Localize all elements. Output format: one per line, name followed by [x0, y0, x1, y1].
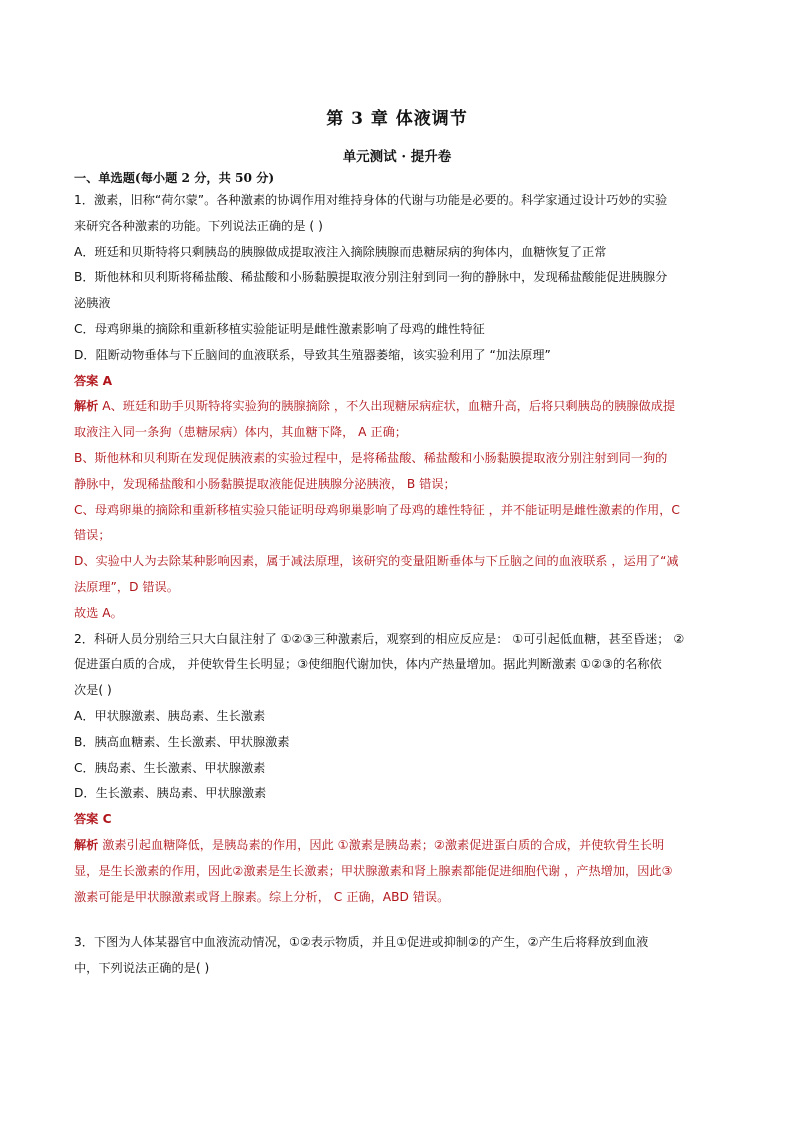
q1-explanation-text-1: A、班廷和助手贝斯特将实验狗的胰腺摘除 ，不久出现糖尿病症状，血糖升高，后将只剩胰岛的胰腺做成提 [98, 399, 676, 414]
question-3 [74, 930, 734, 982]
q1-conclusion: 故选 A。 [74, 605, 123, 620]
q2-explanation-line-2: 显，是生长激素的作用，因此②激素是生长激素；甲状腺激素和肾上腺素都能促进细胞代谢 ，产热增加，因此③ [74, 863, 673, 878]
q2-explanation-line-1 [74, 833, 734, 859]
q2-option-b: B．胰高血糖素、生长激素、甲状腺激素 [74, 734, 290, 749]
chapter-subtitle: 单元测试 · 提升卷 [342, 149, 452, 165]
q1-option-c: C．母鸡卵巢的摘除和重新移植实验能证明是雌性激素影响了母鸡的雌性特征 [74, 321, 485, 336]
q2-explanation-line-3: 激素可能是甲状腺激素或肾上腺素。综上分析， C 正确，ABD 错误。 [74, 889, 450, 904]
q1-option-b-line-2: 泌胰液 [74, 296, 111, 311]
q1-explanation-line-6: 错误； [74, 528, 111, 543]
q1-explanation-line-7: D、实验中人为去除某种影响因素，属于减法原理，该研究的变量阻断垂体与下丘脑之间的血液联系 ，运用了“减 [74, 554, 679, 569]
q2-option-a: A．甲状腺激素、胰岛素、生长激素 [74, 708, 266, 723]
q1-answer: 答案 A [74, 373, 113, 388]
q3-stem-line-2: 中，下列说法正确的是( ) [74, 961, 210, 976]
q1-explanation-line-4: 静脉中，发现稀盐酸和小肠黏膜提取液能促进胰腺分泌胰液， B 错误； [74, 476, 456, 491]
q1-option-a: A．班廷和贝斯特将只剩胰岛的胰腺做成提取液注入摘除胰腺而患糖尿病的狗体内，血糖恢复了正常 [74, 244, 607, 259]
q2-stem-line-1: 2．科研人员分别给三只大白鼠注射了 ①②③三种激素后，观察到的相应反应是： ①可引起低血糖，甚至昏迷； ② [74, 631, 685, 646]
content-body [74, 168, 734, 982]
q2-explanation-label: 解析 [74, 837, 99, 852]
q1-explanation-line-8: 法原理”，D 错误。 [74, 579, 179, 594]
chapter-title: 第 3 章 体液调节 [326, 109, 468, 129]
q2-stem-line-3: 次是( ) [74, 683, 112, 698]
q1-explanation-label: 解析 [74, 399, 99, 414]
q3-stem-line-1: 3．下图为人体某器官中血液流动情况，①②表示物质，并且①促进或抑制②的产生，②产生后将释放到血液 [74, 935, 649, 950]
section-heading: 一、单选题(每小题 2 分，共 50 分) [74, 171, 275, 185]
q1-explanation-line-5: C、母鸡卵巢的摘除和重新移植实验只能证明母鸡卵巢影响了母鸡的雄性特征 ，并不能证明是雌性激素的作用，C [74, 502, 680, 517]
q1-stem-line-2: 来研究各种激素的功能。下列说法正确的是 ( ) [74, 218, 323, 233]
q2-option-c: C．胰岛素、生长激素、甲状腺激素 [74, 760, 266, 775]
question-2 [74, 627, 734, 911]
q2-explanation-text-1: 激素引起血糖降低，是胰岛素的作用，因此 ①激素是胰岛素；②激素促进蛋白质的合成，并使软骨生长明 [98, 837, 665, 852]
q2-option-d: D．生长激素、胰岛素、甲状腺激素 [74, 786, 267, 801]
q1-explanation-line-1 [74, 394, 734, 420]
q1-explanation-line-3: B、斯他林和贝利斯在发现促胰液素的实验过程中，是将稀盐酸、稀盐酸和小肠黏膜提取液分别注射到同一狗的 [74, 450, 668, 465]
q2-stem-line-2: 促进蛋白质的合成， 并使软骨生长明显；③使细胞代谢加快，体内产热量增加。据此判断激素 ①②③的名称依 [74, 657, 662, 672]
q1-option-b-line-1: B．斯他林和贝利斯将稀盐酸、稀盐酸和小肠黏膜提取液分别注射到同一狗的静脉中，发现稀盐酸能促进胰腺分 [74, 270, 668, 285]
q1-stem-line-1: 1．激素，旧称“荷尔蒙”。各种激素的协调作用对维持身体的代谢与功能是必要的。科学家通过设计巧妙的实验 [74, 193, 668, 207]
q1-explanation-line-2: 取液注入同一条狗（患糖尿病）体内，其血糖下降， A 正确； [74, 425, 407, 440]
q1-option-d: D．阻断动物垂体与下丘脑间的血液联系，导致其生殖器萎缩，该实验利用了 “加法原理” [74, 347, 551, 362]
question-1 [74, 188, 734, 627]
spacer [74, 910, 734, 930]
q2-answer: 答案 C [74, 812, 112, 827]
